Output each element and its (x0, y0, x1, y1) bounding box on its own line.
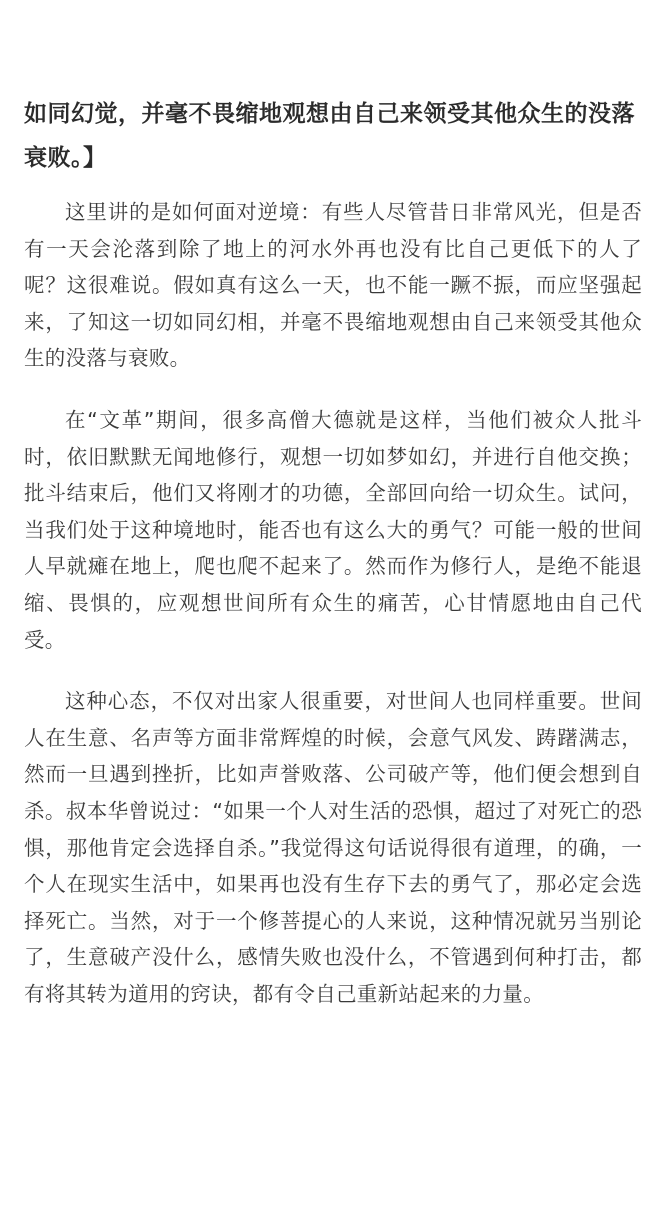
article-heading: 如同幻觉，并毫不畏缩地观想由自己来领受其他众生的没落衰败。】 (24, 100, 635, 171)
paragraph-mindset: 这种心态，不仅对出家人很重要，对世间人也同样重要。世间人在生意、名声等方面非常辉煌的时候，会意气风发、踌躇满志，然而一旦遇到挫折，比如声誉败落、公司破产等，他们便会想到自杀。叔本华曾说过：“如果一个人对生活的恐惧，超过了对死亡的恐惧，那他肯定会选择自杀。”我觉得这句话说得很有道理，的确，一个人在现实生活中，如果再也没有生存下去的勇气了，那必定会选择死亡。当然，对于一个修菩提心的人来说，这种情况就另当别论了，生意破产没什么，感情失败也没什么，不管遇到何种打击，都有将其转为道用的窍诀，都有令自己重新站起来的力量。 (24, 689, 642, 1006)
paragraph-cultural-revolution: 在“文革”期间，很多高僧大德就是这样，当他们被众人批斗时，依旧默默无闻地修行，观想一切如梦如幻，并进行自他交换；批斗结束后，他们又将刚才的功德，全部回向给一切众生。试问，当我们处于这种境地时，能否也有这么大的勇气？可能一般的世间人早就瘫在地上，爬也爬不起来了。然而作为修行人，是绝不能退缩、畏惧的，应观想世间所有众生的痛苦，心甘情愿地由自己代受。 (24, 407, 642, 652)
paragraph-adversity: 这里讲的是如何面对逆境：有些人尽管昔日非常风光，但是否有一天会沦落到除了地上的河水外再也没有比自己更低下的人了呢？这很难说。假如真有这么一天，也不能一蹶不振，而应坚强起来，了知这一切如同幻相，并毫不畏缩地观想由自己来领受其他众生的没落与衰败。 (24, 200, 642, 371)
article-body (24, 92, 642, 1012)
